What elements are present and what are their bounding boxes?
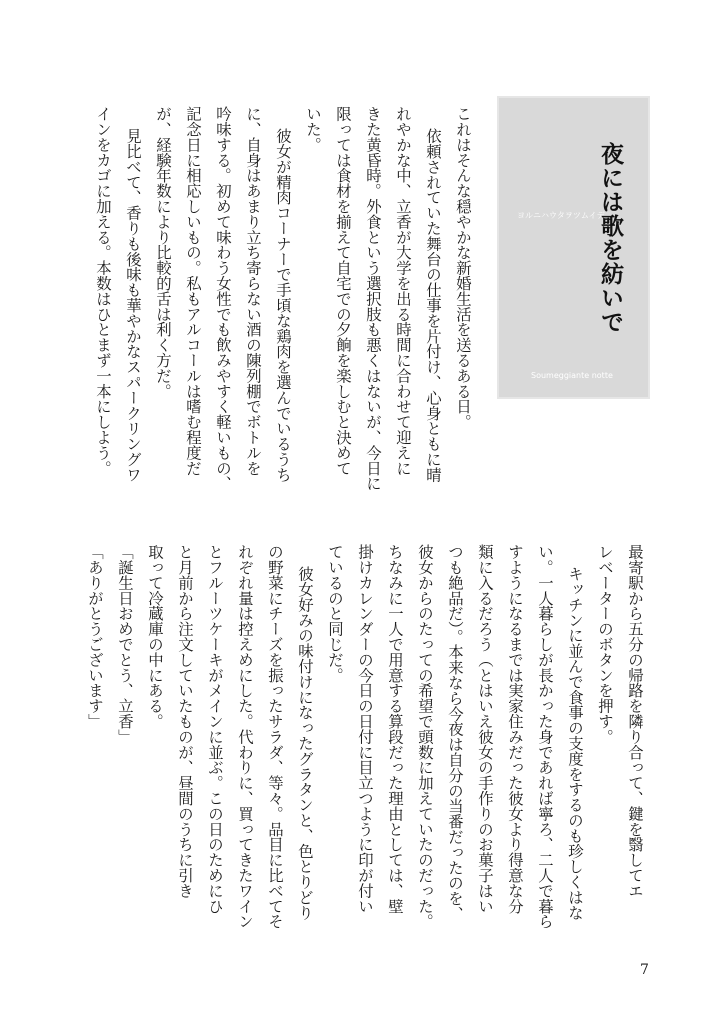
text-line: の野菜にチーズを振ったサラダ、等々。品目に比べてそ — [266, 544, 284, 929]
text-line: 限っては食材を揃えて自宅での夕餉を楽しむと決めて — [334, 106, 352, 476]
text-line: に、自身はあまり立ち寄らない酒の陳列棚でボトルを — [244, 106, 262, 476]
text-line: ているのと同じだ。 — [326, 544, 344, 683]
text-line: レベーターのボタンを押す。 — [596, 544, 614, 745]
text-line: 取って冷蔵庫の中にある。 — [146, 544, 164, 729]
text-line: 彼女からのたっての希望で頭数に加えていたのだった。 — [416, 544, 434, 929]
text-line: 最寄駅から五分の帰路を隣り合って、鍵を翳してエ — [626, 544, 644, 899]
title-subtitle: Soumeggiante notte — [531, 371, 613, 380]
text-line: 彼女好みの味付けになったグラタンと、色とりどり — [296, 566, 314, 921]
text-line: いた。 — [304, 106, 322, 153]
story-title: 夜には歌を紡いで — [597, 142, 623, 334]
text-line: が、経験年数により比較的舌は利く方だ。 — [154, 106, 172, 399]
text-line: これはそんな穏やかな新婚生活を送るある日。 — [454, 106, 472, 430]
text-line: い。一人暮らしが長かった身であれば寧ろ、二人で暮ら — [536, 544, 554, 929]
text-line: 類に入るだろう（とはいえ彼女の手作りのお菓子はい — [476, 544, 494, 914]
text-line: 掛けカレンダーの今日の日付に目立つように印が付い — [356, 544, 374, 914]
text-line: つも絶品だ）。本来なら今夜は自分の当番だったのを、 — [446, 544, 464, 922]
text-line: と月前から注文していたものが、昼間のうちに引き — [176, 544, 194, 899]
text-line: キッチンに並んで食事の支度をするのも珍しくはな — [566, 566, 584, 921]
text-line: 見比べて、香りも後味も華やかなスパークリングワ — [124, 128, 142, 483]
text-line: 記念日に相応しいもの。私もアルコールは嗜む程度だ — [184, 106, 202, 476]
text-line: 彼女が精肉コーナーで手頃な鶏肉を選んでいるうち — [274, 128, 292, 483]
text-line: インをカゴに加える。本数はひとまず一本にしよう。 — [94, 106, 112, 476]
text-line: 「誕生日おめでとう、立香」 — [116, 544, 134, 745]
title-box — [497, 96, 650, 399]
text-line: れやかな中、立香が大学を出る時間に合わせて迎えに — [394, 106, 412, 476]
text-line: 吟味する。初めて味わう女性でも飲みやすく軽いもの、 — [214, 106, 232, 491]
text-line: すようになるまでは実家住みだった彼女より得意な分 — [506, 544, 524, 914]
text-line: れぞれ量は控えめにした。代わりに、買ってきたワイン — [236, 544, 254, 929]
page-number: 7 — [640, 962, 649, 978]
text-line: 「ありがとうございます」 — [86, 544, 104, 729]
text-line: 依頼されていた舞台の仕事を片付け、心身ともに晴 — [424, 128, 442, 483]
text-line: きた黄昏時。外食という選択肢も悪くはないが、今日に — [364, 106, 382, 491]
text-line: とフルーツケーキがメインに並ぶ。この日のためにひ — [206, 544, 224, 914]
title-ruby: ヨルニハウタヲツムイデ — [517, 211, 605, 220]
text-line: ちなみに一人で用意する算段だった理由としては、壁 — [386, 544, 404, 914]
